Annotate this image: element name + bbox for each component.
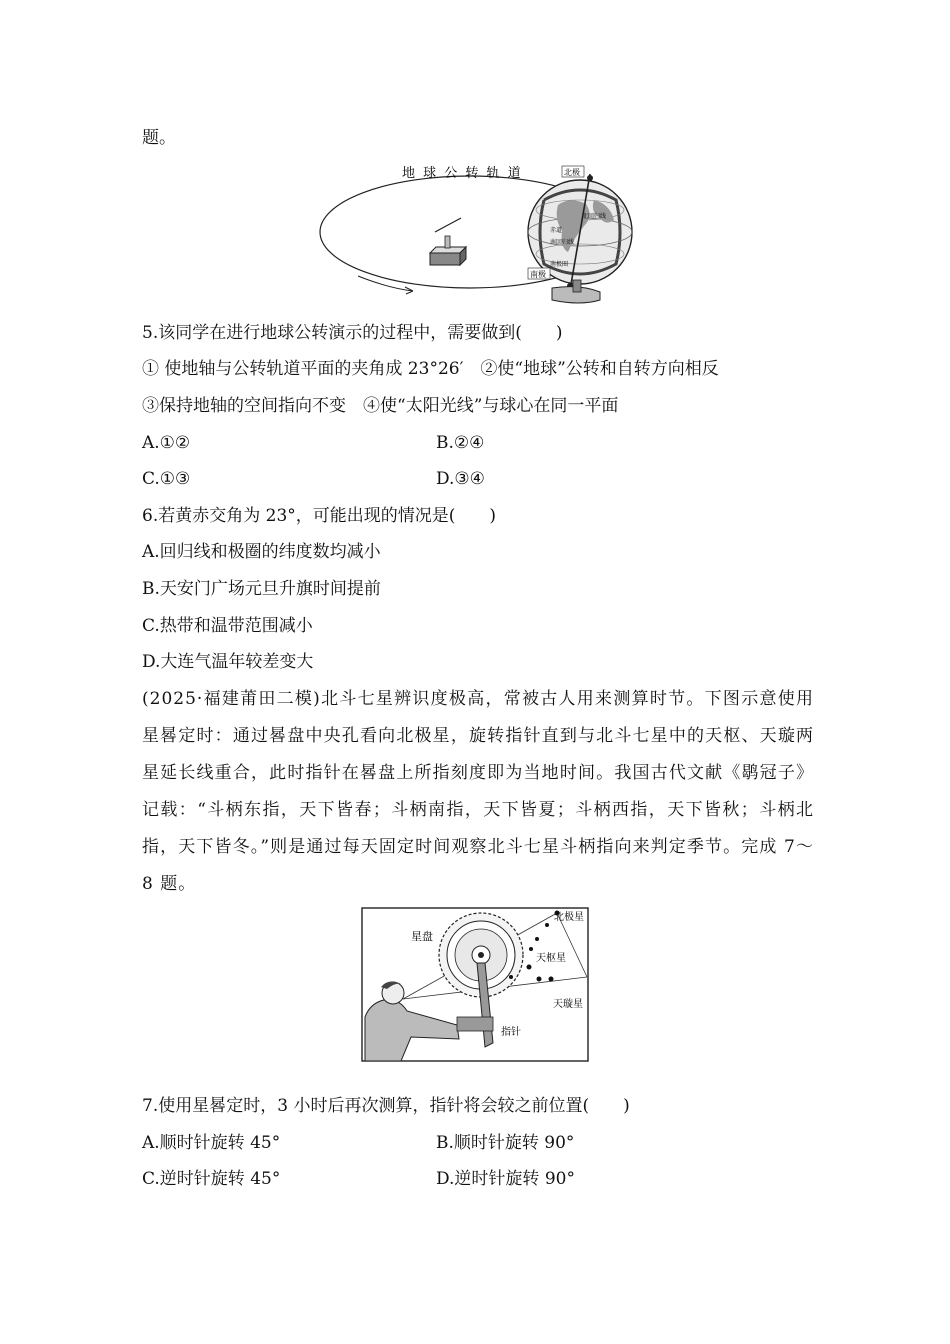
polaris-label: 北极星	[554, 912, 584, 923]
orbit-label: 地 球 公 转 轨 道	[402, 166, 523, 181]
option-b[interactable]: B.顺时针旋转 90°	[436, 1133, 575, 1153]
question-7-stem: 7.使用星晷定时，3 小时后再次测算，指针将会较之前位置( )	[142, 1096, 630, 1116]
option-c[interactable]: C.热带和温带范围减小	[142, 616, 313, 636]
option-a[interactable]: A.顺时针旋转 45°	[142, 1133, 281, 1153]
pointer-label: 指针	[501, 1027, 521, 1038]
dubhe-label: 天枢星	[536, 953, 566, 964]
question-6-stem: 6.若黄赤交角为 23°，可能出现的情况是( )	[142, 506, 497, 526]
continued-text: 题。	[142, 128, 176, 148]
reading-passage: (2025·福建莆田二模)北斗七星辨识度极高，常被古人用来测算时节。下图示意使用星晷定时：通过晷盘中央孔看向北极星，旋转指针直到与北斗七星中的天枢、天璇两星延长线重合，此时指针在晷盘上所指刻度即为当地时间。我国古代文献《鹖冠子》记载：“斗柄东指，天下皆春；斗柄南指，天下皆夏；斗柄西指，天下皆秋；斗柄北指，天下皆冬。”则是通过每天固定时间观察北斗七星斗柄指向来判定季节。完成 7～8 题。	[142, 689, 814, 894]
earth-revolution-figure	[318, 160, 638, 310]
option-b[interactable]: B.②④	[436, 433, 485, 453]
globe-label: 南回归线	[550, 239, 575, 246]
south-pole-label: 南极	[530, 270, 546, 279]
question-5-statements: ③保持地轴的空间指向不变 ④使“太阳光线”与球心在同一平面	[142, 396, 619, 416]
dial-label: 星盘	[411, 930, 433, 943]
option-b[interactable]: B.天安门广场元旦升旗时间提前	[142, 579, 381, 599]
north-pole-label: 北极	[564, 168, 580, 177]
globe-icon	[528, 174, 632, 303]
option-a[interactable]: A.回归线和极圈的纬度数均减小	[142, 542, 381, 562]
option-d[interactable]: D.逆时针旋转 90°	[436, 1169, 575, 1189]
globe-label: 南极圈	[550, 261, 569, 268]
globe-label: 北回归线	[582, 213, 607, 220]
merak-label: 天璇星	[553, 999, 583, 1010]
question-5-stem: 5.该同学在进行地球公转演示的过程中，需要做到( )	[142, 323, 563, 343]
lamp-icon	[430, 218, 466, 265]
globe-label: 赤道	[550, 227, 563, 234]
option-c[interactable]: C.①③	[142, 469, 191, 489]
question-5-statements: ① 使地轴与公转轨道平面的夹角成 23°26′ ②使“地球”公转和自转方向相反	[142, 359, 719, 379]
option-d[interactable]: D.大连气温年较差变大	[142, 652, 314, 672]
star-dial-figure	[361, 907, 589, 1062]
option-c[interactable]: C.逆时针旋转 45°	[142, 1169, 281, 1189]
option-d[interactable]: D.③④	[436, 469, 485, 489]
option-a[interactable]: A.①②	[142, 433, 191, 453]
